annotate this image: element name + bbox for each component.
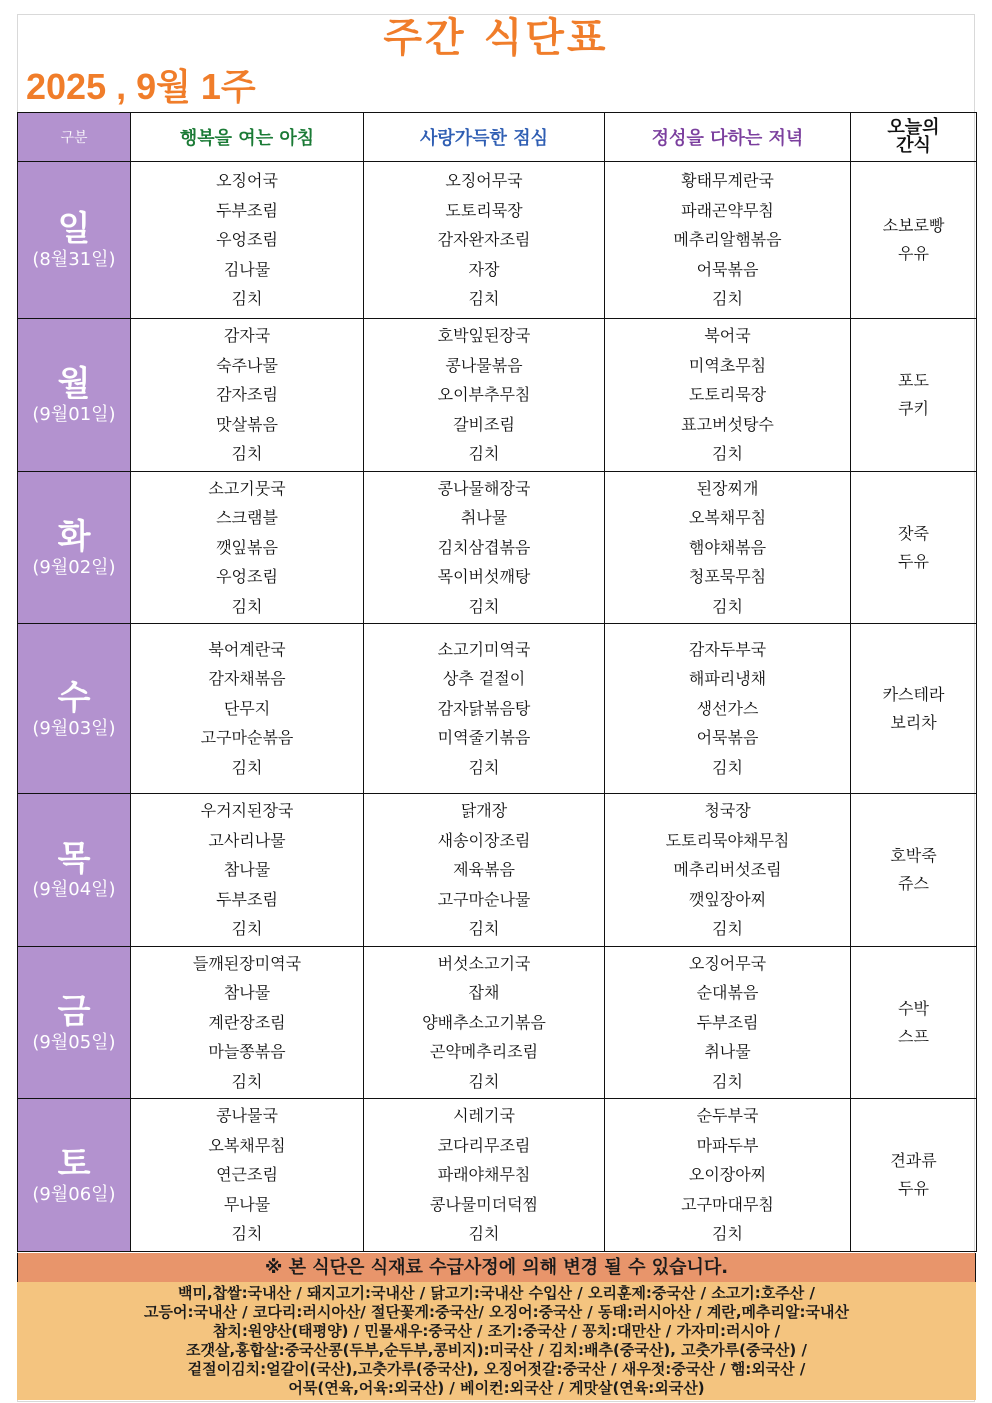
breakfast-item: 두부조림 (216, 889, 278, 909)
lunch-item: 김치 (468, 1224, 500, 1244)
dinner-cell (605, 947, 851, 1099)
breakfast-item: 고사리나물 (208, 830, 286, 850)
day-name: 일 (57, 209, 91, 249)
breakfast-item: 단무지 (223, 698, 271, 718)
dinner-item: 김치 (712, 444, 743, 464)
week-label: 2025 , 9월 1주 (26, 66, 256, 107)
lunch-item: 감자완자조림 (437, 230, 531, 250)
lunch-item: 소고기미역국 (437, 639, 531, 659)
breakfast-item: 감자채볶음 (208, 669, 286, 689)
breakfast-cell (131, 319, 364, 472)
snack-item: 보리차 (890, 712, 937, 732)
dinner-item: 마파두부 (696, 1135, 759, 1155)
dinner-item: 표고버섯탕수 (681, 414, 774, 434)
day-date: (9월06일) (32, 1184, 116, 1205)
breakfast-item: 무나물 (223, 1194, 271, 1214)
origin-line: 어묵(연육,어육:외국산) / 베이컨:외국산 / 게맛살(연육:외국산) (288, 1379, 705, 1397)
breakfast-item: 김치 (231, 757, 263, 777)
day-cell (18, 162, 131, 319)
dinner-item: 파래곤약무침 (681, 200, 774, 220)
dinner-item: 오복채무침 (688, 508, 767, 528)
snack-item: 쥬스 (898, 874, 929, 893)
header-category: 구분 (18, 113, 131, 162)
day-name: 화 (57, 516, 91, 557)
day-date: (9월05일) (32, 1031, 116, 1053)
dinner-cell (605, 624, 851, 794)
dinner-item: 된장찌개 (696, 478, 759, 498)
lunch-item: 닭개장 (460, 801, 508, 821)
day-cell (18, 624, 131, 794)
snack-item: 쿠키 (898, 399, 929, 418)
lunch-item: 콩나물미더덕찜 (429, 1194, 539, 1214)
lunch-item: 새송이장조림 (437, 830, 531, 850)
lunch-item: 김치 (468, 444, 500, 464)
day-date: (9월02일) (32, 556, 116, 578)
header-lunch: 사랑가득한 점심 (364, 113, 605, 162)
header-row (18, 113, 977, 162)
day-cell (18, 1099, 131, 1252)
breakfast-item: 김치 (231, 919, 263, 939)
header-dinner: 정성을 다하는 저녁 (605, 113, 851, 162)
header-snack (851, 113, 977, 162)
dinner-item: 메추리알햄볶음 (673, 230, 782, 250)
breakfast-item: 우엉조림 (216, 230, 278, 250)
dinner-cell (605, 794, 851, 947)
lunch-cell (364, 162, 605, 319)
dinner-item: 생선가스 (696, 698, 759, 718)
breakfast-cell (131, 472, 364, 624)
breakfast-item: 들깨된장미역국 (192, 953, 302, 973)
day-row (18, 947, 977, 1099)
dinner-item: 어묵볶음 (696, 728, 759, 748)
breakfast-item: 우거지된장국 (200, 801, 294, 821)
lunch-item: 오징어무국 (445, 171, 523, 191)
breakfast-item: 두부조림 (216, 200, 278, 220)
lunch-item: 김치삼겹볶음 (437, 537, 531, 557)
breakfast-item: 오징어국 (216, 171, 278, 191)
day-cell (18, 794, 131, 947)
dinner-cell (605, 472, 851, 624)
change-notice: ※ 본 식단은 식재료 수급사정에 의해 변경 될 수 있습니다. (17, 1253, 976, 1282)
breakfast-item: 오복채무침 (208, 1135, 286, 1155)
snack-cell (851, 162, 977, 319)
breakfast-item: 김나물 (223, 259, 271, 279)
dinner-item: 김치 (712, 1224, 743, 1244)
dinner-cell (605, 162, 851, 319)
day-row (18, 162, 977, 319)
snack-cell (851, 794, 977, 947)
dinner-item: 순두부국 (696, 1106, 759, 1126)
lunch-item: 상추 겉절이 (442, 669, 526, 689)
day-row (18, 319, 977, 472)
lunch-item: 호박잎된장국 (437, 326, 531, 346)
day-name: 수 (57, 677, 91, 718)
breakfast-item: 계란장조림 (208, 1012, 286, 1032)
dinner-item: 오이장아찌 (688, 1165, 767, 1185)
lunch-item: 김치 (468, 289, 500, 309)
snack-item: 견과류 (890, 1151, 937, 1170)
day-cell (18, 947, 131, 1099)
dinner-item: 김치 (712, 757, 743, 777)
snack-item: 호박죽 (890, 846, 937, 865)
lunch-item: 자장 (468, 259, 500, 279)
day-date: (9월01일) (32, 404, 116, 425)
lunch-cell (364, 624, 605, 794)
breakfast-item: 스크램블 (216, 508, 278, 528)
dinner-item: 미역초무침 (688, 355, 767, 375)
dinner-item: 감자두부국 (688, 639, 767, 659)
breakfast-item: 고구마순볶음 (200, 728, 294, 748)
breakfast-item: 북어계란국 (208, 639, 286, 659)
breakfast-cell (131, 947, 364, 1099)
breakfast-cell (131, 1099, 364, 1252)
lunch-item: 파래야채무침 (437, 1165, 531, 1185)
breakfast-cell (131, 794, 364, 947)
snack-cell (851, 624, 977, 794)
origin-line: 백미,찹쌀:국내산 / 돼지고기:국내산 / 닭고기:국내산 수입산 / 오리훈제:중국산 / 소고기:호주산 / (178, 1284, 815, 1302)
breakfast-item: 깻잎볶음 (216, 537, 278, 557)
day-name: 금 (57, 991, 91, 1032)
lunch-item: 시레기국 (453, 1106, 515, 1126)
breakfast-item: 감자조림 (216, 385, 278, 405)
dinner-item: 해파리냉채 (688, 669, 767, 689)
page-title: 주간 식단표 (383, 15, 609, 61)
snack-item: 두유 (898, 551, 929, 571)
lunch-cell (364, 947, 605, 1099)
day-name: 월 (57, 364, 91, 404)
snack-item: 우유 (898, 244, 929, 263)
lunch-item: 김치 (468, 596, 500, 616)
lunch-item: 오이부추무침 (437, 385, 531, 405)
breakfast-item: 감자국 (223, 326, 271, 346)
lunch-item: 김치 (468, 757, 500, 777)
dinner-item: 김치 (712, 289, 743, 309)
lunch-item: 양배추소고기볶음 (422, 1012, 546, 1032)
origin-line: 고등어:국내산 / 코다리:러시아산/ 절단꽃게:중국산/ 오징어:중국산 / 동태:러시아산 / 계란,메추리알:국내산 (144, 1303, 849, 1321)
lunch-item: 미역줄기볶음 (437, 728, 531, 748)
lunch-cell (364, 319, 605, 472)
breakfast-item: 연근조림 (216, 1165, 278, 1185)
breakfast-cell (131, 624, 364, 794)
origin-info (17, 1282, 976, 1400)
breakfast-item: 콩나물국 (216, 1106, 278, 1126)
menu-table (17, 112, 977, 1252)
header-snack-line2: 간식 (896, 135, 931, 156)
lunch-item: 도토리묵장 (445, 200, 523, 220)
lunch-cell (364, 472, 605, 624)
breakfast-item: 맛살볶음 (216, 414, 278, 434)
day-cell (18, 319, 131, 472)
snack-item: 카스테라 (882, 684, 945, 704)
day-row (18, 1099, 977, 1252)
lunch-cell (364, 794, 605, 947)
dinner-cell (605, 1099, 851, 1252)
header-breakfast: 행복을 여는 아침 (131, 113, 364, 162)
dinner-item: 메추리버섯조림 (673, 860, 782, 880)
lunch-item: 잡채 (468, 983, 500, 1003)
day-row (18, 624, 977, 794)
dinner-item: 도토리묵야채무침 (665, 830, 790, 850)
day-name: 목 (57, 839, 91, 879)
dinner-item: 김치 (712, 919, 743, 939)
lunch-cell (364, 1099, 605, 1252)
breakfast-item: 마늘쫑볶음 (208, 1042, 286, 1062)
dinner-item: 청포묵무침 (688, 567, 767, 587)
breakfast-item: 김치 (231, 289, 263, 309)
lunch-item: 콩나물볶음 (445, 355, 523, 375)
dinner-item: 어묵볶음 (696, 259, 759, 279)
day-date: (9월03일) (32, 717, 116, 739)
day-row (18, 472, 977, 624)
snack-item: 잣죽 (898, 523, 929, 543)
origin-line: 겉절이김치:얼갈이(국산),고춧가루(중국산), 오징어젓갈:중국산 / 새우젓:중국산 / 햄:외국산 / (187, 1360, 806, 1378)
breakfast-item: 김치 (231, 1224, 263, 1244)
dinner-item: 청국장 (704, 801, 751, 821)
lunch-item: 곤약메추리조림 (429, 1042, 539, 1062)
day-date: (9월04일) (32, 879, 116, 900)
snack-item: 두유 (898, 1179, 929, 1198)
lunch-item: 감자닭볶음탕 (437, 698, 531, 718)
breakfast-item: 김치 (231, 596, 263, 616)
day-date: (8월31일) (32, 249, 116, 270)
lunch-item: 콩나물해장국 (437, 478, 531, 498)
dinner-item: 북어국 (704, 326, 751, 346)
snack-item: 포도 (898, 371, 929, 390)
snack-cell (851, 472, 977, 624)
lunch-item: 김치 (468, 1071, 500, 1091)
lunch-item: 고구마순나물 (437, 889, 531, 909)
breakfast-cell (131, 162, 364, 319)
lunch-item: 취나물 (460, 508, 508, 528)
snack-cell (851, 947, 977, 1099)
snack-item: 수박 (898, 998, 929, 1018)
header-snack-line1: 오늘의 (887, 117, 940, 138)
breakfast-item: 참나물 (223, 983, 271, 1003)
lunch-item: 제육볶음 (453, 860, 515, 880)
breakfast-item: 김치 (231, 444, 263, 464)
dinner-cell (605, 319, 851, 472)
snack-item: 스프 (898, 1026, 929, 1046)
day-row (18, 794, 977, 947)
breakfast-item: 소고기뭇국 (208, 478, 286, 498)
lunch-item: 코다리무조림 (437, 1135, 531, 1155)
snack-cell (851, 1099, 977, 1252)
dinner-item: 오징어무국 (688, 953, 767, 973)
snack-item: 소보로빵 (882, 216, 945, 235)
lunch-item: 목이버섯깨탕 (437, 567, 531, 587)
day-cell (18, 472, 131, 624)
dinner-item: 햄야채볶음 (688, 537, 767, 557)
lunch-item: 김치 (468, 919, 500, 939)
origin-line: 조갯살,홍합살:중국산콩(두부,순두부,콩비지):미국산 / 김치:배추(중국산), 고춧가루(중국산) / (186, 1341, 807, 1359)
dinner-item: 김치 (712, 1071, 743, 1091)
lunch-item: 갈비조림 (453, 414, 515, 434)
day-name: 토 (57, 1144, 91, 1184)
dinner-item: 황태무계란국 (681, 171, 774, 191)
dinner-item: 순대볶음 (696, 983, 759, 1003)
dinner-item: 두부조림 (696, 1012, 759, 1032)
breakfast-item: 참나물 (223, 860, 271, 880)
breakfast-item: 김치 (231, 1071, 263, 1091)
dinner-item: 도토리묵장 (688, 385, 767, 405)
breakfast-item: 숙주나물 (216, 355, 278, 375)
breakfast-item: 우엉조림 (216, 567, 278, 587)
origin-line: 참치:원양산(태평양) / 민물새우:중국산 / 조기:중국산 / 꽁치:대만산 / 가자미:러시아 / (212, 1322, 781, 1340)
dinner-item: 취나물 (704, 1042, 751, 1062)
dinner-item: 깻잎장아찌 (688, 889, 767, 909)
lunch-item: 버섯소고기국 (437, 953, 531, 973)
dinner-item: 고구마대무침 (681, 1194, 774, 1214)
snack-cell (851, 319, 977, 472)
dinner-item: 김치 (712, 596, 743, 616)
